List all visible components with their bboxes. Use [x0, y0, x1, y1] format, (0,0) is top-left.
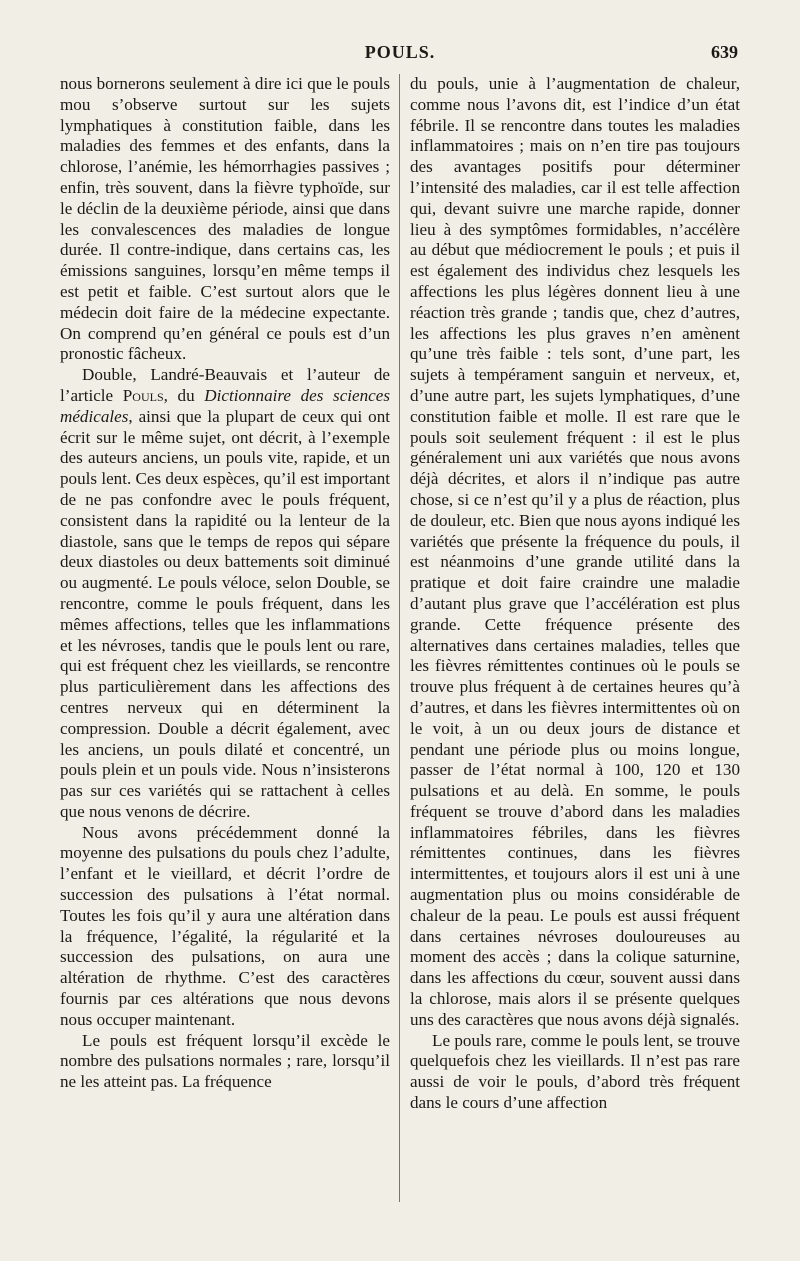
article-title: Pouls: [122, 385, 164, 405]
page-header: [0, 42, 800, 72]
left-paragraph-1: nous bornerons seulement à dire ici que le pouls mou s’observe surtout sur les sujets lymphatiques à constitution faible, dans les maladies des femmes et des enfants, dans la chlorose, l’anémie, les hémorrhagies passives ; enfin, très souvent, dans la fièvre typhoïde, sur le déclin de la deuxième période, ainsi que dans les convalescences des maladies de longue durée. Il contre-indique, dans certains cas, les émissions sanguines, lorsqu’en même temps il est petit et faible. C’est surtout alors que le médecin doit faire de la médecine expectante. On comprend qu’en général ce pouls est d’un pronostic fâcheux.: [60, 74, 390, 364]
right-paragraph-1: du pouls, unie à l’augmentation de chaleur, comme nous l’avons dit, est l’indice d’un état fébrile. Il se rencontre dans toutes les maladies inflammatoires ; mais on n’en tire pas toujours des avantages positifs pour déterminer l’intensité des maladies, car il est telle affection qui, devant suivre une marche rapide, donner lieu à des symptômes formidables, n’accélère au début que médiocrement le pouls ; et puis il est également des individus chez lesquels les affections les plus légères donnent lieu à une réaction très grande ; tandis que, chez d’autres, les affections les plus graves n’en amènent qu’une très faible : tels sont, d’une part, les sujets à tempérament sanguin et nerveux, et, d’une autre part, les sujets lymphatiques, d’une constitution faible et molle. Il est rare que le pouls soit seulement fréquent : il est le plus généralement uni aux variétés que nous avons déjà décrites, et alors il n’indique pas autre chose, si ce n’est qu’il y a plus de réaction, plus de douleur, etc. Bien que nous ayons indiqué les variétés que présente la fréquence du pouls, il est néanmoins d’une grande utilité dans la pratique et doit faire craindre une maladie d’autant plus grave que l’accélération est plus grande. Cette fréquence présente des alternatives dans certaines maladies, telles que les fièvres rémittentes continues où le pouls se trouve plus fréquent à de certaines heures qu’à d’autres, et dans les fièvres intermittentes où on le voit, à un ou deux jours de distance et pendant une période plus ou moins longue, passer de l’état normal à 100, 120 et 130 pulsations et au delà. En somme, le pouls fréquent se trouve d’abord dans les maladies inflammatoires fébriles, dans les fièvres rémittentes continues, dans les fièvres intermittentes, et toujours alors il est uni à une augmentation plus ou moins considérable de chaleur de la peau. Le pouls est aussi fréquent dans certaines névroses douloureuses au moment des accès ; dans la colique saturnine, dans les affections du cœur, souvent aussi dans la chlorose, mais alors il se présente quelques uns des caractères que nous avons déjà signalés.: [410, 74, 740, 1029]
running-title: POULS.: [364, 42, 436, 62]
left-paragraph-3: Nous avons précédemment donné la moyenne des pulsations du pouls chez l’adulte, l’enfant et le vieillard, et décrit l’ordre de succession des pulsations à l’état normal. Toutes les fois qu’il y aura une altération dans la fréquence, l’égalité, la régularité et la succession des pulsations, on aura une altération de rhythme. C’est des caractères fournis par ces altérations que nous devons nous occuper maintenant.: [60, 822, 390, 1029]
left-paragraph-2-text-a: Double, Landré-Beauvais et l’auteur de l’article: [60, 365, 390, 405]
left-paragraph-2: [60, 365, 390, 823]
column-separator: [399, 74, 400, 1202]
page-number: 639: [711, 42, 738, 62]
left-column: [60, 74, 390, 1093]
left-paragraph-2-text-b: , du: [163, 385, 205, 405]
left-paragraph-4: Le pouls est fréquent lorsqu’il excède le nombre des pulsations normales ; rare, lorsqu’il ne les atteint pas. La fréquence: [60, 1030, 390, 1092]
right-paragraph-2: Le pouls rare, comme le pouls lent, se trouve quelquefois chez les vieillards. Il n’est pas rare aussi de voir le pouls, d’abord très fréquent dans le cours d’une affection: [410, 1030, 740, 1113]
left-paragraph-2-text-c: , ainsi que la plupart de ceux qui ont écrit sur le même sujet, ont décrit, à l’exemple des auteurs anciens, un pouls vite, rapide, et un pouls lent. Ces deux espèces, qu’il est important de ne pas confondre avec le pouls fréquent, consistent dans la rapidité ou la lenteur de la diastole, sans que le temps de repos qui sépare deux diastoles ou deux battements soit diminué ou augmenté. Le pouls véloce, selon Double, se rencontre, comme le pouls fréquent, dans les mêmes affections, telles que les inflammations et les névroses, tandis que le pouls lent ou rare, qui est fréquent chez les vieillards, se rencontre plus particulièrement dans les affections des centres nerveux qui en déterminent la compression. Double a décrit également, avec les anciens, un pouls dilaté et concentré, un pouls plein et un pouls vide. Nous n’insisterons pas sur ces variétés qui se rattachent à celles que nous venons de décrire.: [60, 406, 390, 821]
right-column: [410, 74, 740, 1114]
dictionary-title: Dictionnaire des sciences médicales: [60, 385, 390, 426]
